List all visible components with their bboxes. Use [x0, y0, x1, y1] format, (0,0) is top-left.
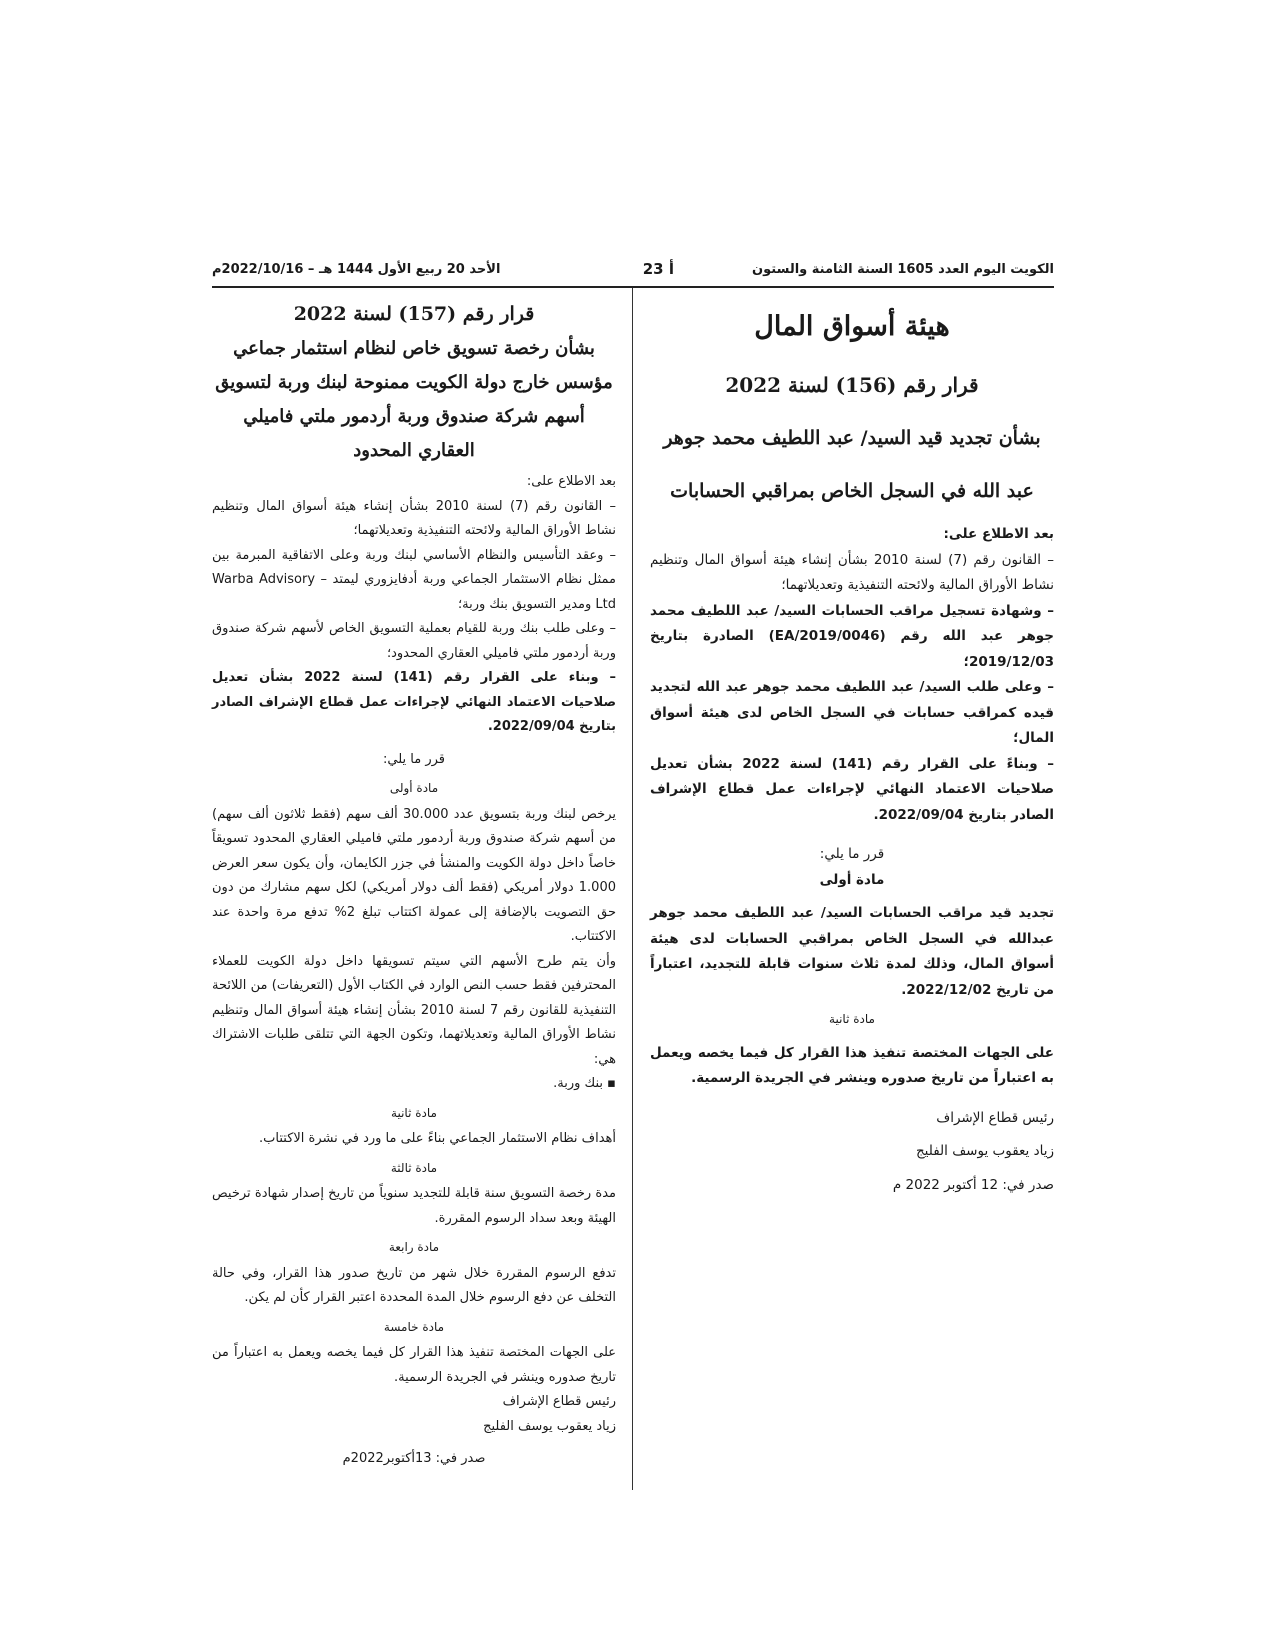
article-title: مادة أولى — [819, 871, 885, 888]
article-text: على الجهات المختصة تنفيذ هذا القرار كل فيما يخصه ويعمل به اعتباراً من تاريخ صدوره وينشر في الجريدة الرسمية. — [650, 1044, 1054, 1086]
issued-date: صدر في: 13أكتوبر2022م — [342, 1451, 486, 1466]
preamble-intro: بعد الاطلاع على: — [943, 526, 1054, 542]
signer-title: رئيس قطاع الإشراف — [936, 1109, 1054, 1126]
column-divider — [632, 288, 633, 1490]
signer-name: زياد يعقوب يوسف الفليج — [483, 1418, 616, 1434]
signer-name: زياد يعقوب يوسف الفليج — [915, 1143, 1054, 1159]
article-text: على الجهات المختصة تنفيذ هذا القرار كل فيما يخصه ويعمل به اعتباراً من تاريخ صدوره وينشر في الجريدة الرسمية. — [212, 1345, 616, 1385]
article-text: وأن يتم طرح الأسهم التي سيتم تسويقها داخل دولة الكويت للعملاء المحترفين فقط حسب النص الوارد في الكتاب الأول (التعريفات) من اللائحة التنفيذية للقانون رقم 7 لسنة 2010 بشأن إنشاء هيئة أسواق المال وتنظيم نشاط الأوراق المالية وتعديلاتهما، وتكون الجهة التي تتلقى طلبات الاشتراك هي: — [212, 953, 617, 1067]
article-title: مادة خامسة — [383, 1319, 445, 1334]
article-text: يرخص لبنك وربة بتسويق عدد 30.000 ألف سهم (فقط ثلاثون ألف سهم) من أسهم شركة صندوق وربة أردمور ملتي فاميلي العقاري المحدود تسويقاً خاصاً داخل دولة الكويت والمنشأ في جزر الكايمان، وأن يكون سعر العرض 1.000 دولار أمريكي (فقط ألف دولار أمريكي) لكل سهم مشارك من دون حق التصويت بالإضافة إلى عمولة اكتتاب تبلغ 2% تدفع مرة واحدة عند الاكتتاب. — [212, 806, 616, 944]
article-text: تدفع الرسوم المقررة خلال شهر من تاريخ صدور هذا القرار، وفي حالة التخلف عن دفع الرسوم خلال المدة المحددة اعتبر القرار كأن لم يكن. — [212, 1265, 616, 1305]
issued-date: صدر في: 12 أكتوبر 2022 م — [892, 1176, 1054, 1193]
header-date: الأحد 20 ربيع الأول 1444 هـ – 2022/10/16م — [212, 262, 501, 277]
decision-subject: بشأن رخصة تسويق خاص لنظام استثمار جماعي مؤسس خارج دولة الكويت ممنوحة لبنك وربة لتسويق أسهم شركة صندوق وربة أردمور ملتي فاميلي العقاري المحدود — [215, 338, 613, 461]
decision-title: قرار رقم (156) لسنة 2022 — [725, 373, 979, 397]
preamble-item: – القانون رقم (7) لسنة 2010 بشأن إنشاء هيئة أسواق المال وتنظيم نشاط الأوراق المالية ولائحته التنفيذية وتعديلاتهما؛ — [212, 498, 617, 538]
page-header — [212, 256, 1054, 284]
decision-title: قرار رقم (157) لسنة 2022 — [293, 303, 535, 325]
decided-heading: قرر ما يلي: — [819, 846, 885, 862]
header-issue: الكويت اليوم العدد 1605 السنة الثامنة والستون — [752, 262, 1054, 277]
article-text: مدة رخصة التسويق سنة قابلة للتجديد سنوياً من تاريخ إصدار شهادة ترخيص الهيئة وبعد سداد الرسوم المقررة. — [212, 1186, 616, 1226]
preamble-item: – وعلى طلب بنك وربة للقيام بعملية التسويق الخاص لأسهم شركة صندوق وربة أردمور ملتي فاميلي العقاري المحدود؛ — [212, 621, 616, 661]
list-item: ▪ بنك وربة. — [212, 1072, 616, 1097]
decided-heading: قرر ما يلي: — [383, 751, 445, 767]
article-title: مادة ثالثة — [390, 1160, 438, 1175]
article-title: مادة أولى — [389, 781, 439, 795]
article-title: مادة رابعة — [388, 1240, 440, 1254]
preamble-item: – وعقد التأسيس والنظام الأساسي لبنك وربة وعلى الاتفاقية المبرمة بين ممثل نظام الاستثمار الجماعي وربة أدفايزوري ليمتد – Warba Advisory Ltd ومدير التسويق بنك وربة؛ — [212, 547, 617, 612]
article-text: تجديد قيد مراقب الحسابات السيد/ عبد اللطيف محمد جوهر عبدالله في السجل الخاص بمراقبي الحسابات لدى هيئة أسواق المال، وذلك لمدة ثلاث سنوات قابلة للتجديد، اعتباراً من تاريخ 2022/12/02. — [650, 905, 1054, 998]
preamble-intro: بعد الاطلاع على: — [526, 474, 616, 489]
decision-157-column — [212, 296, 616, 1472]
signer-title: رئيس قطاع الإشراف — [502, 1394, 616, 1409]
decision-subject-line-1: بشأن تجديد قيد السيد/ عبد اللطيف محمد جوهر — [663, 427, 1041, 449]
article-title: مادة ثانية — [391, 1105, 437, 1120]
decision-156-column — [650, 296, 1054, 1198]
preamble-item: – وعلى طلب السيد/ عبد اللطيف محمد جوهر عبد الله لتجديد قيده كمراقب حسابات في السجل الخاص لدى هيئة أسواق المال؛ — [650, 679, 1054, 746]
preamble-item: – وبناء على القرار رقم (141) لسنة 2022 بشأن تعديل صلاحيات الاعتماد النهائي لإجراءات عمل قطاع الإشراف الصادر بتاريخ 2022/09/04. — [212, 670, 616, 734]
decision-subject-line-2: عبد الله في السجل الخاص بمراقبي الحسابات — [670, 480, 1034, 502]
preamble-item: – وشهادة تسجيل مراقب الحسابات السيد/ عبد اللطيف محمد جوهر عبد الله رقم (EA/2019/0046) الصادرة بتاريخ 2019/12/03؛ — [650, 602, 1055, 670]
header-page-number: أ 23 — [642, 260, 674, 278]
preamble-item: – وبناءً على القرار رقم (141) لسنة 2022 بشأن تعديل صلاحيات الاعتماد النهائي لإجراءات عمل قطاع الإشراف الصادر بتاريخ 2022/09/04. — [650, 755, 1054, 823]
article-text: أهداف نظام الاستثمار الجماعي بناءً على ما ورد في نشرة الاكتتاب. — [259, 1131, 616, 1146]
org-title: هيئة أسواق المال — [754, 311, 950, 342]
article-title: مادة ثانية — [829, 1012, 875, 1026]
preamble-item: – القانون رقم (7) لسنة 2010 بشأن إنشاء هيئة أسواق المال وتنظيم نشاط الأوراق المالية ولائحته التنفيذية وتعديلاتهما؛ — [650, 551, 1054, 593]
header-rule — [212, 286, 1054, 288]
